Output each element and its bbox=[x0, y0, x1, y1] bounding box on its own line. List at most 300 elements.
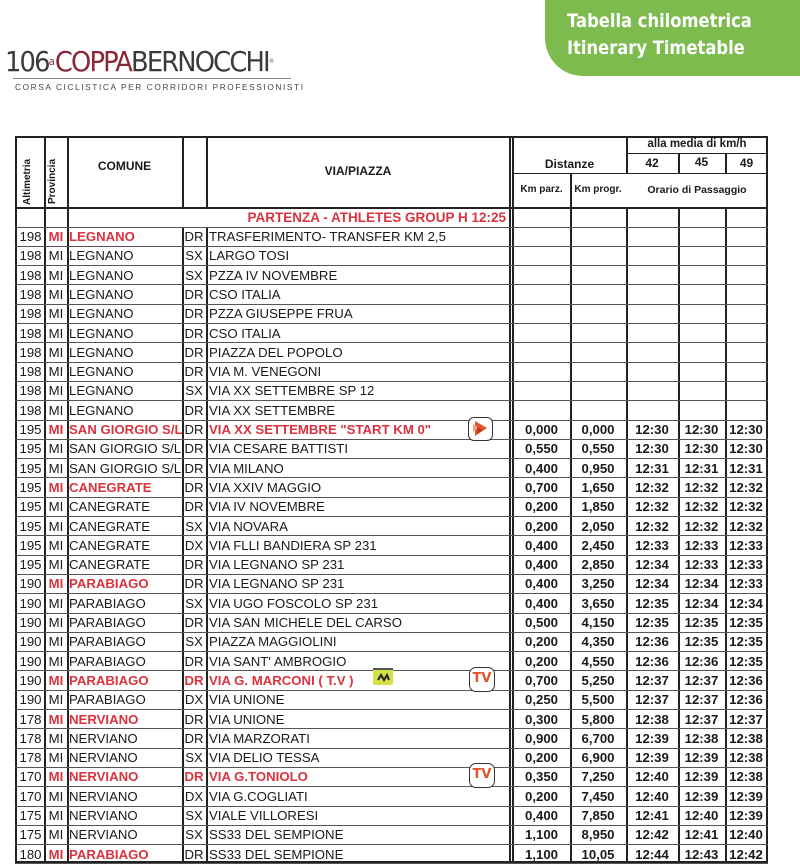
time-42-cell: 12:31 bbox=[635, 460, 669, 476]
direction-cell: DR bbox=[184, 479, 204, 495]
header-km-parz: Km parz. bbox=[520, 184, 563, 195]
km-progr-cell: 7,250 bbox=[581, 769, 615, 785]
time-49-cell: 12:32 bbox=[729, 499, 763, 515]
tv-icon: TV bbox=[469, 667, 495, 692]
provincia-cell: MI bbox=[48, 344, 64, 360]
time-49-cell: 12:36 bbox=[729, 692, 763, 708]
time-49-cell bbox=[725, 381, 767, 400]
provincia-cell: MI bbox=[48, 730, 64, 746]
time-42-cell bbox=[626, 266, 678, 285]
direction-cell: DR bbox=[184, 653, 204, 669]
time-49-cell bbox=[725, 324, 767, 343]
table-row bbox=[15, 343, 768, 362]
via-cell: VIA XXIV MAGGIO bbox=[209, 479, 322, 495]
via-cell: VIA G.TONIOLO bbox=[209, 769, 308, 785]
time-45-cell: 12:30 bbox=[684, 441, 719, 457]
provincia-cell: MI bbox=[48, 499, 64, 515]
time-42-cell: 12:39 bbox=[635, 730, 669, 746]
direction-cell: DR bbox=[184, 460, 204, 476]
header-orario-passaggio: Orario di Passaggio bbox=[647, 184, 747, 196]
km-parz-cell bbox=[513, 285, 570, 304]
altimetria-cell: 175 bbox=[19, 808, 42, 823]
km-progr-cell: 8,950 bbox=[581, 827, 615, 843]
altimetria-cell: 190 bbox=[19, 692, 42, 708]
time-45-cell bbox=[678, 227, 725, 246]
col-divider bbox=[182, 136, 184, 208]
time-45-cell: 12:40 bbox=[684, 808, 719, 823]
km-progr-cell: 5,800 bbox=[581, 711, 615, 727]
direction-cell: DR bbox=[184, 499, 204, 515]
table-row bbox=[15, 459, 768, 478]
km-parz-cell: 0,400 bbox=[524, 576, 558, 592]
via-cell: LARGO TOSI bbox=[209, 248, 290, 264]
km-parz-cell bbox=[513, 362, 570, 381]
direction-cell: DR bbox=[184, 344, 204, 360]
via-cell: VIA M. VENEGONI bbox=[209, 364, 322, 380]
provincia-cell: MI bbox=[48, 808, 64, 823]
time-45-cell bbox=[678, 381, 725, 400]
time-45-cell bbox=[678, 285, 725, 304]
provincia-cell: MI bbox=[48, 383, 64, 399]
time-49-cell bbox=[725, 343, 767, 362]
time-49-cell bbox=[725, 246, 767, 265]
direction-cell: DR bbox=[184, 557, 204, 573]
time-45-cell bbox=[678, 324, 725, 343]
via-cell: TRASFERIMENTO- TRANSFER KM 2,5 bbox=[209, 229, 446, 244]
provincia-cell: MI bbox=[48, 267, 64, 283]
time-42-cell: 12:30 bbox=[635, 422, 669, 437]
provincia-cell: MI bbox=[48, 325, 64, 341]
km-parz-cell: 0,200 bbox=[524, 653, 558, 669]
provincia-cell: MI bbox=[48, 422, 64, 437]
via-cell: VIA XX SETTEMBRE SP 12 bbox=[209, 383, 375, 399]
via-cell: PIAZZA MAGGIOLINI bbox=[209, 634, 337, 650]
km-progr-cell bbox=[570, 324, 626, 343]
via-cell: PIAZZA DEL POPOLO bbox=[209, 344, 343, 360]
comune-cell: PARABIAGO bbox=[69, 595, 146, 611]
provincia-cell: MI bbox=[48, 286, 64, 302]
km-progr-cell bbox=[570, 381, 626, 400]
via-cell: VIA G.COGLIATI bbox=[209, 788, 308, 804]
table-row bbox=[15, 381, 768, 400]
direction-cell: DX bbox=[184, 788, 204, 804]
time-49-cell: 12:33 bbox=[729, 537, 763, 553]
time-42-cell: 12:40 bbox=[635, 788, 669, 804]
table-row bbox=[15, 825, 768, 844]
altimetria-cell: 195 bbox=[19, 479, 42, 495]
table-row bbox=[15, 536, 768, 555]
time-45-cell: 12:34 bbox=[684, 595, 719, 611]
time-42-cell: 12:38 bbox=[635, 711, 669, 727]
table-row bbox=[15, 266, 768, 285]
table-row bbox=[15, 304, 768, 323]
table-row bbox=[15, 420, 768, 439]
km-progr-cell: 2,450 bbox=[581, 537, 615, 553]
comune-cell: PARABIAGO bbox=[69, 846, 149, 862]
direction-cell: DX bbox=[184, 537, 204, 553]
time-42-cell bbox=[626, 401, 678, 420]
km-parz-cell: 0,200 bbox=[524, 788, 558, 804]
direction-cell: DR bbox=[184, 711, 204, 727]
altimetria-cell: 195 bbox=[19, 460, 42, 476]
time-49-cell: 12:30 bbox=[729, 422, 763, 437]
comune-cell: LEGNANO bbox=[69, 344, 134, 360]
km-parz-cell: 0,400 bbox=[524, 537, 558, 553]
km-parz-cell: 0,400 bbox=[524, 557, 558, 573]
header-comune: COMUNE bbox=[97, 159, 152, 173]
time-49-cell: 12:31 bbox=[729, 460, 763, 476]
comune-cell: LEGNANO bbox=[69, 248, 134, 264]
time-49-cell: 12:37 bbox=[729, 711, 763, 727]
km-progr-cell bbox=[570, 401, 626, 420]
provincia-cell: MI bbox=[48, 537, 64, 553]
time-45-cell: 12:36 bbox=[684, 653, 719, 669]
table-row bbox=[15, 594, 768, 613]
km-parz-cell bbox=[513, 246, 570, 265]
altimetria-cell: 180 bbox=[19, 846, 42, 862]
via-cell: VIA DELIO TESSA bbox=[209, 750, 320, 766]
time-42-cell: 12:36 bbox=[635, 653, 669, 669]
via-cell: VIA LEGNANO SP 231 bbox=[209, 557, 345, 573]
direction-cell: SX bbox=[185, 808, 203, 823]
direction-cell: DR bbox=[184, 769, 204, 785]
logo-bernocchi: BERNOCCHI bbox=[130, 45, 269, 78]
registered-mark: ® bbox=[268, 58, 273, 65]
comune-cell: CANEGRATE bbox=[69, 479, 152, 495]
direction-cell: SX bbox=[185, 248, 203, 264]
time-42-cell bbox=[626, 246, 678, 265]
km-progr-cell: 1,850 bbox=[581, 499, 615, 515]
comune-cell: CANEGRATE bbox=[69, 518, 151, 534]
direction-cell: DR bbox=[184, 286, 204, 302]
time-42-cell: 12:30 bbox=[635, 441, 669, 457]
table-row bbox=[15, 555, 768, 574]
direction-cell: DR bbox=[184, 422, 204, 437]
time-49-cell bbox=[725, 266, 767, 285]
provincia-cell: MI bbox=[48, 479, 64, 495]
time-42-cell: 12:35 bbox=[635, 615, 669, 630]
altimetria-cell: 190 bbox=[19, 576, 42, 592]
km-progr-cell: 7,450 bbox=[581, 788, 615, 804]
comune-cell: LEGNANO bbox=[69, 286, 134, 302]
altimetria-cell: 178 bbox=[19, 711, 42, 727]
km-progr-cell: 3,250 bbox=[581, 576, 615, 592]
comune-cell: CANEGRATE bbox=[69, 537, 151, 553]
logo-edition: 106 bbox=[5, 45, 49, 78]
via-cell: VIA UNIONE bbox=[209, 692, 285, 708]
km-progr-cell: 2,850 bbox=[581, 557, 615, 573]
time-45-cell: 12:33 bbox=[684, 537, 719, 553]
comune-cell: NERVIANO bbox=[69, 769, 139, 785]
comune-cell: LEGNANO bbox=[69, 325, 134, 341]
altimetria-cell: 195 bbox=[19, 518, 42, 534]
start-icon bbox=[468, 417, 493, 441]
time-49-cell: 12:32 bbox=[729, 479, 763, 495]
header-divider-distanze bbox=[513, 173, 768, 174]
provincia-cell: MI bbox=[48, 364, 64, 380]
km-parz-cell: 0,400 bbox=[524, 808, 558, 823]
table-row bbox=[15, 613, 768, 632]
comune-cell: NERVIANO bbox=[69, 730, 138, 746]
table-row bbox=[15, 478, 768, 497]
km-progr-cell: 6,700 bbox=[581, 730, 615, 746]
km-progr-cell bbox=[570, 304, 626, 323]
table-row bbox=[15, 574, 768, 593]
row-divider bbox=[15, 863, 768, 864]
time-45-cell bbox=[678, 266, 725, 285]
km-progr-cell: 4,550 bbox=[581, 653, 615, 669]
coppa-bernocchi-logo bbox=[5, 45, 305, 98]
time-45-cell: 12:38 bbox=[684, 730, 719, 746]
altimetria-cell: 198 bbox=[19, 267, 42, 283]
header-alla-media: alla media di km/h bbox=[647, 138, 747, 150]
comune-cell: LEGNANO bbox=[69, 383, 134, 399]
km-parz-cell bbox=[513, 304, 570, 323]
comune-cell: LEGNANO bbox=[69, 229, 135, 244]
km-progr-cell bbox=[570, 246, 626, 265]
comune-cell: NERVIANO bbox=[69, 711, 139, 727]
altimetria-cell: 190 bbox=[19, 653, 42, 669]
provincia-cell: MI bbox=[48, 788, 64, 804]
km-parz-cell: 0,300 bbox=[524, 711, 558, 727]
km-progr-cell bbox=[570, 362, 626, 381]
altimetria-cell: 198 bbox=[19, 286, 42, 302]
provincia-cell: MI bbox=[48, 615, 64, 630]
logo-coppa: COPPA bbox=[54, 45, 131, 78]
direction-cell: SX bbox=[185, 634, 203, 650]
header-divider-media bbox=[626, 153, 768, 154]
via-cell: PZZA GIUSEPPE FRUA bbox=[209, 306, 353, 322]
altimetria-cell: 178 bbox=[19, 750, 42, 766]
altimetria-cell: 198 bbox=[19, 248, 42, 264]
logo-edition-sup: a bbox=[48, 55, 55, 68]
time-42-cell bbox=[626, 362, 678, 381]
km-progr-cell: 0,950 bbox=[581, 460, 615, 476]
altimetria-cell: 195 bbox=[19, 537, 42, 553]
time-45-cell: 12:41 bbox=[684, 827, 719, 843]
time-49-cell: 12:32 bbox=[729, 518, 763, 534]
title-banner bbox=[545, 0, 800, 76]
time-45-cell: 12:37 bbox=[684, 692, 719, 708]
comune-cell: SAN GIORGIO S/L bbox=[69, 460, 182, 476]
provincia-cell: MI bbox=[48, 750, 64, 766]
time-45-cell: 12:35 bbox=[684, 634, 719, 650]
via-cell: SS33 DEL SEMPIONE bbox=[209, 827, 344, 843]
provincia-cell: MI bbox=[48, 557, 64, 573]
time-42-cell bbox=[626, 381, 678, 400]
altimetria-cell: 190 bbox=[19, 672, 42, 688]
km-progr-cell: 1,650 bbox=[581, 479, 615, 495]
time-45-cell: 12:32 bbox=[684, 479, 719, 495]
time-42-cell: 12:36 bbox=[635, 634, 669, 650]
time-49-cell: 12:33 bbox=[729, 557, 763, 573]
km-parz-cell bbox=[513, 381, 570, 400]
time-42-cell: 12:32 bbox=[635, 499, 669, 515]
table-row bbox=[15, 710, 768, 729]
time-45-cell: 12:37 bbox=[684, 672, 719, 688]
time-49-cell bbox=[725, 304, 767, 323]
table-row bbox=[15, 227, 768, 246]
altimetria-cell: 198 bbox=[19, 325, 42, 341]
time-45-cell: 12:33 bbox=[684, 557, 719, 573]
time-42-cell: 12:34 bbox=[635, 576, 669, 592]
altimetria-cell: 175 bbox=[19, 827, 42, 843]
direction-cell: DR bbox=[184, 576, 204, 592]
altimetria-cell: 190 bbox=[19, 595, 42, 611]
via-cell: VIA SANT' AMBROGIO bbox=[209, 653, 347, 669]
table-row bbox=[15, 748, 768, 767]
time-45-cell bbox=[678, 401, 725, 420]
provincia-cell: MI bbox=[48, 306, 64, 322]
time-45-cell: 12:39 bbox=[684, 750, 719, 766]
direction-cell: DX bbox=[184, 692, 204, 708]
via-cell: VIA G. MARCONI ( T.V ) bbox=[209, 672, 354, 688]
time-42-cell: 12:37 bbox=[635, 692, 669, 708]
km-parz-cell: 1,100 bbox=[524, 846, 558, 862]
direction-cell: SX bbox=[185, 383, 203, 399]
time-42-cell bbox=[626, 324, 678, 343]
direction-cell: DR bbox=[184, 229, 204, 244]
altimetria-cell: 195 bbox=[19, 499, 42, 515]
tv-icon: TV bbox=[469, 763, 495, 788]
via-cell: VIA XX SETTEMBRE "START KM 0" bbox=[209, 422, 432, 437]
table-row bbox=[15, 767, 768, 786]
time-49-cell: 12:42 bbox=[729, 846, 763, 862]
provincia-cell: MI bbox=[48, 827, 64, 843]
table-row bbox=[15, 246, 768, 265]
table-row bbox=[15, 632, 768, 651]
header-altimetria: Altimetria bbox=[22, 158, 33, 205]
direction-cell: SX bbox=[185, 595, 203, 611]
header-provincia: Provincia bbox=[47, 158, 58, 204]
via-cell: VIA MARZORATI bbox=[209, 730, 310, 746]
via-cell: VIA LEGNANO SP 231 bbox=[209, 576, 345, 592]
comune-cell: CANEGRATE bbox=[69, 499, 151, 515]
table-row bbox=[15, 787, 768, 806]
comune-cell: SAN GIORGIO S/L bbox=[69, 422, 183, 437]
time-42-cell bbox=[626, 304, 678, 323]
km-progr-cell bbox=[570, 266, 626, 285]
time-49-cell: 12:30 bbox=[729, 441, 763, 457]
km-parz-cell: 0,550 bbox=[524, 441, 558, 457]
logo-subtitle: CORSA CICLISTICA PER CORRIDORI PROFESSIONISTI bbox=[15, 82, 305, 92]
km-parz-cell: 0,250 bbox=[524, 692, 558, 708]
table-row bbox=[15, 497, 768, 516]
km-progr-cell: 4,150 bbox=[581, 615, 615, 630]
km-parz-cell: 0,400 bbox=[524, 460, 558, 476]
time-42-cell bbox=[626, 343, 678, 362]
direction-cell: DR bbox=[184, 730, 204, 746]
time-45-cell: 12:37 bbox=[684, 711, 719, 727]
altimetria-cell: 198 bbox=[19, 306, 42, 322]
comune-cell: SAN GIORGIO S/L bbox=[69, 441, 182, 457]
comune-cell: PARABIAGO bbox=[69, 653, 146, 669]
header-km-progr: Km progr. bbox=[574, 184, 622, 195]
altimetria-cell: 190 bbox=[19, 634, 42, 650]
via-cell: VIALE VILLORESI bbox=[209, 808, 319, 823]
altimetria-cell: 195 bbox=[19, 441, 42, 457]
time-45-cell: 12:31 bbox=[684, 460, 719, 476]
altimetria-cell: 198 bbox=[19, 402, 42, 418]
time-45-cell: 12:32 bbox=[684, 499, 719, 515]
km-parz-cell: 0,700 bbox=[524, 479, 558, 495]
time-49-cell: 12:35 bbox=[729, 634, 763, 650]
via-cell: CSO ITALIA bbox=[209, 286, 281, 302]
comune-cell: PARABIAGO bbox=[69, 615, 146, 630]
time-45-cell: 12:39 bbox=[684, 769, 719, 785]
comune-cell: PARABIAGO bbox=[69, 672, 149, 688]
table-row bbox=[15, 690, 768, 709]
time-49-cell: 12:34 bbox=[729, 595, 763, 611]
provincia-cell: MI bbox=[48, 634, 64, 650]
time-42-cell: 12:32 bbox=[635, 479, 669, 495]
time-45-cell bbox=[678, 304, 725, 323]
header-speed-42: 42 bbox=[645, 156, 659, 170]
time-42-cell: 12:41 bbox=[635, 808, 669, 823]
time-45-cell: 12:32 bbox=[684, 518, 719, 534]
time-49-cell bbox=[725, 401, 767, 420]
km-progr-cell: 5,500 bbox=[581, 692, 615, 708]
direction-cell: DR bbox=[184, 306, 204, 322]
direction-cell: SX bbox=[185, 518, 203, 534]
time-49-cell: 12:33 bbox=[729, 576, 763, 592]
time-42-cell: 12:34 bbox=[635, 557, 669, 573]
provincia-cell: MI bbox=[48, 248, 64, 264]
altimetria-cell: 178 bbox=[19, 730, 42, 746]
logo-divider bbox=[13, 78, 291, 79]
direction-cell: SX bbox=[185, 750, 203, 766]
partenza-row: PARTENZA - ATHLETES GROUP H 12:25 bbox=[247, 210, 506, 225]
provincia-cell: MI bbox=[48, 576, 64, 592]
time-49-cell bbox=[725, 285, 767, 304]
comune-cell: LEGNANO bbox=[69, 402, 134, 418]
time-49-cell: 12:38 bbox=[729, 769, 763, 785]
comune-cell: NERVIANO bbox=[69, 788, 138, 804]
km-parz-cell: 0,200 bbox=[524, 750, 558, 766]
direction-cell: SX bbox=[185, 267, 203, 283]
km-parz-cell: 0,000 bbox=[524, 422, 558, 437]
header-distanze: Distanze bbox=[544, 157, 595, 171]
altimetria-cell: 195 bbox=[19, 557, 42, 573]
time-45-cell: 12:34 bbox=[684, 576, 719, 592]
time-49-cell: 12:35 bbox=[729, 615, 763, 630]
time-42-cell bbox=[626, 285, 678, 304]
comune-cell: LEGNANO bbox=[69, 364, 134, 380]
header-speed-45: 45 bbox=[694, 155, 709, 169]
altimetria-cell: 198 bbox=[19, 344, 42, 360]
comune-cell: NERVIANO bbox=[69, 808, 138, 823]
direction-cell: DR bbox=[184, 325, 204, 341]
km-parz-cell bbox=[513, 343, 570, 362]
time-42-cell: 12:33 bbox=[635, 537, 669, 553]
logo-wordmark bbox=[5, 46, 272, 78]
km-parz-cell: 0,200 bbox=[524, 499, 558, 515]
banner-title-it: Tabella chilometrica bbox=[567, 10, 752, 32]
km-parz-cell: 1,100 bbox=[524, 827, 558, 843]
time-42-cell: 12:35 bbox=[635, 595, 669, 611]
comune-cell: CANEGRATE bbox=[69, 557, 151, 573]
time-45-cell: 12:35 bbox=[684, 615, 719, 630]
time-42-cell: 12:37 bbox=[635, 672, 669, 688]
time-49-cell: 12:36 bbox=[729, 672, 763, 688]
provincia-cell: MI bbox=[48, 653, 64, 669]
altimetria-cell: 190 bbox=[19, 615, 42, 630]
via-cell: CSO ITALIA bbox=[209, 325, 281, 341]
provincia-cell: MI bbox=[48, 229, 64, 244]
km-parz-cell bbox=[513, 266, 570, 285]
comune-cell: PARABIAGO bbox=[69, 576, 149, 592]
km-parz-cell: 0,200 bbox=[524, 634, 558, 650]
